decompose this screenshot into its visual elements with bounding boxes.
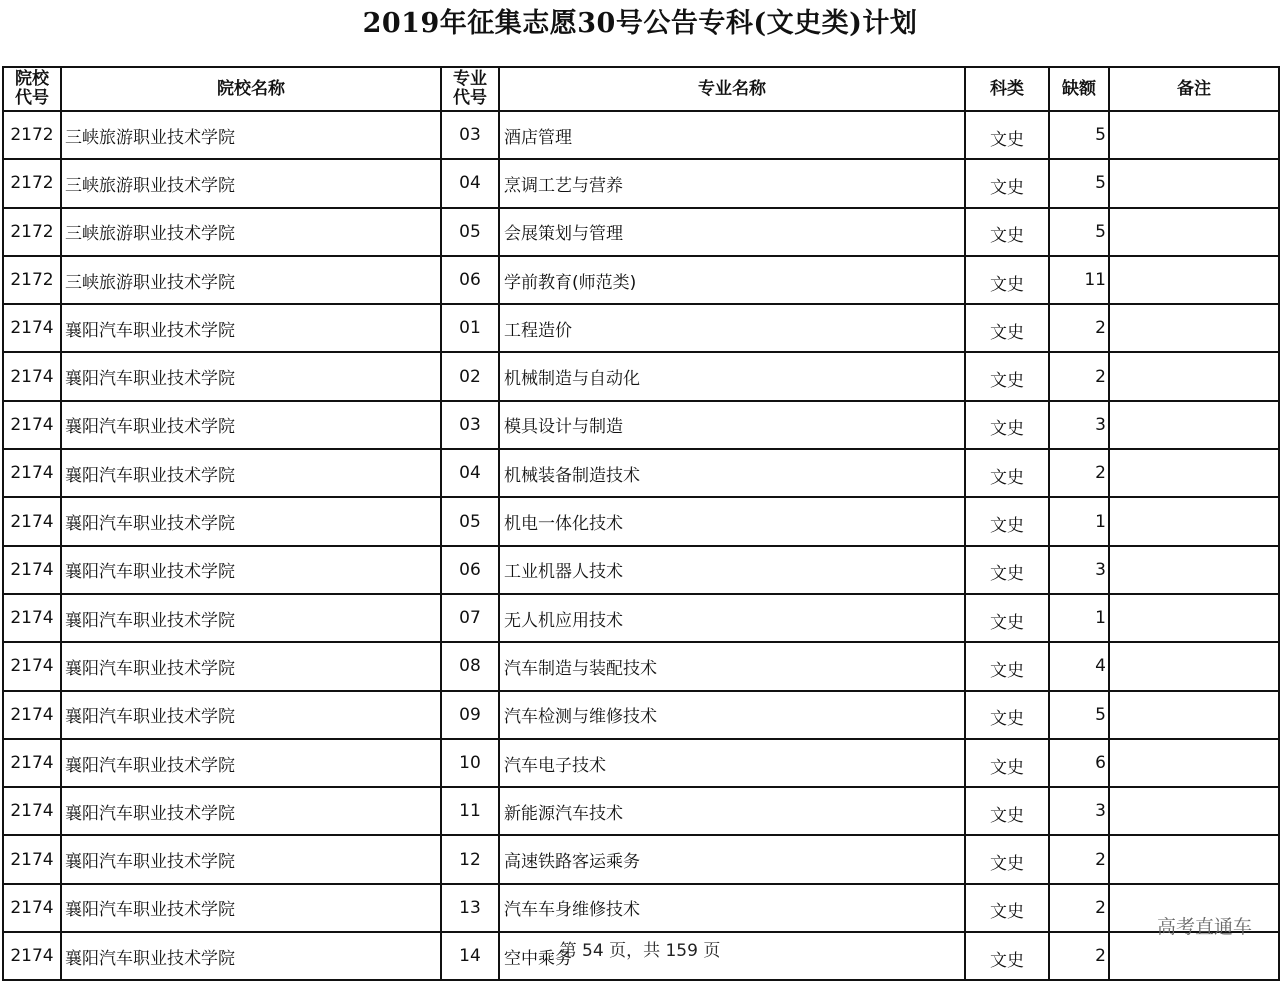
cell-major-name: 机电一体化技术 [499, 497, 965, 545]
cell-major-code: 05 [441, 208, 499, 256]
table-row [3, 546, 1279, 594]
cell-remark [1109, 594, 1279, 642]
cell-remark [1109, 787, 1279, 835]
cell-major-name: 学前教育(师范类) [499, 256, 965, 304]
cell-category: 文史 [965, 642, 1049, 690]
cell-remark [1109, 111, 1279, 159]
header-category: 科类 [965, 67, 1049, 111]
cell-category: 文史 [965, 739, 1049, 787]
table-row [3, 739, 1279, 787]
cell-school-name: 三峡旅游职业技术学院 [61, 208, 441, 256]
header-remark: 备注 [1109, 67, 1279, 111]
cell-vacancy: 3 [1049, 401, 1109, 449]
cell-school-code: 2172 [3, 159, 61, 207]
cell-remark [1109, 159, 1279, 207]
cell-major-code: 03 [441, 401, 499, 449]
cell-vacancy: 2 [1049, 352, 1109, 400]
cell-major-name: 机械制造与自动化 [499, 352, 965, 400]
cell-school-name: 襄阳汽车职业技术学院 [61, 546, 441, 594]
cell-remark [1109, 835, 1279, 883]
header-vacancy: 缺额 [1049, 67, 1109, 111]
cell-school-name: 襄阳汽车职业技术学院 [61, 449, 441, 497]
cell-school-code: 2172 [3, 256, 61, 304]
cell-vacancy: 2 [1049, 835, 1109, 883]
cell-remark [1109, 739, 1279, 787]
cell-major-code: 09 [441, 691, 499, 739]
cell-major-name: 汽车电子技术 [499, 739, 965, 787]
header-school-name: 院校名称 [61, 67, 441, 111]
cell-vacancy: 6 [1049, 739, 1109, 787]
cell-major-code: 06 [441, 256, 499, 304]
cell-remark [1109, 401, 1279, 449]
cell-school-code: 2174 [3, 835, 61, 883]
cell-major-name: 工业机器人技术 [499, 546, 965, 594]
table-row [3, 594, 1279, 642]
cell-school-code: 2174 [3, 932, 61, 980]
cell-major-name: 机械装备制造技术 [499, 449, 965, 497]
cell-remark [1109, 449, 1279, 497]
cell-category: 文史 [965, 932, 1049, 980]
table-row [3, 691, 1279, 739]
cell-category: 文史 [965, 111, 1049, 159]
cell-school-code: 2174 [3, 546, 61, 594]
cell-category: 文史 [965, 304, 1049, 352]
table-row [3, 835, 1279, 883]
cell-major-name: 酒店管理 [499, 111, 965, 159]
cell-remark [1109, 691, 1279, 739]
cell-major-name: 汽车车身维修技术 [499, 884, 965, 932]
cell-major-code: 01 [441, 304, 499, 352]
cell-school-name: 襄阳汽车职业技术学院 [61, 401, 441, 449]
cell-remark [1109, 546, 1279, 594]
cell-school-name: 襄阳汽车职业技术学院 [61, 884, 441, 932]
table-body [3, 111, 1279, 980]
cell-remark [1109, 208, 1279, 256]
cell-vacancy: 2 [1049, 449, 1109, 497]
cell-major-code: 02 [441, 352, 499, 400]
cell-school-code: 2174 [3, 497, 61, 545]
cell-school-name: 襄阳汽车职业技术学院 [61, 304, 441, 352]
cell-major-code: 12 [441, 835, 499, 883]
cell-school-code: 2174 [3, 884, 61, 932]
table-row [3, 497, 1279, 545]
cell-category: 文史 [965, 884, 1049, 932]
cell-school-name: 襄阳汽车职业技术学院 [61, 352, 441, 400]
cell-major-code: 04 [441, 449, 499, 497]
cell-major-code: 11 [441, 787, 499, 835]
cell-school-code: 2172 [3, 208, 61, 256]
cell-category: 文史 [965, 401, 1049, 449]
cell-major-name: 工程造价 [499, 304, 965, 352]
cell-school-name: 三峡旅游职业技术学院 [61, 159, 441, 207]
cell-remark [1109, 497, 1279, 545]
cell-school-code: 2174 [3, 449, 61, 497]
cell-school-code: 2174 [3, 739, 61, 787]
header-major-code: 专业 代号 [441, 67, 499, 111]
table-row [3, 208, 1279, 256]
cell-major-name: 无人机应用技术 [499, 594, 965, 642]
table-row [3, 304, 1279, 352]
cell-vacancy: 2 [1049, 932, 1109, 980]
cell-school-code: 2174 [3, 642, 61, 690]
cell-major-code: 08 [441, 642, 499, 690]
cell-vacancy: 4 [1049, 642, 1109, 690]
cell-school-name: 襄阳汽车职业技术学院 [61, 932, 441, 980]
cell-school-name: 襄阳汽车职业技术学院 [61, 691, 441, 739]
cell-major-name: 汽车检测与维修技术 [499, 691, 965, 739]
cell-vacancy: 3 [1049, 546, 1109, 594]
cell-school-code: 2174 [3, 401, 61, 449]
cell-vacancy: 5 [1049, 691, 1109, 739]
cell-category: 文史 [965, 497, 1049, 545]
cell-school-name: 襄阳汽车职业技术学院 [61, 739, 441, 787]
cell-vacancy: 5 [1049, 159, 1109, 207]
header-major-name: 专业名称 [499, 67, 965, 111]
cell-school-code: 2174 [3, 594, 61, 642]
cell-vacancy: 11 [1049, 256, 1109, 304]
cell-school-name: 襄阳汽车职业技术学院 [61, 497, 441, 545]
cell-vacancy: 1 [1049, 497, 1109, 545]
cell-school-code: 2172 [3, 111, 61, 159]
cell-remark [1109, 642, 1279, 690]
cell-remark [1109, 352, 1279, 400]
cell-category: 文史 [965, 835, 1049, 883]
cell-vacancy: 5 [1049, 208, 1109, 256]
table-row [3, 884, 1279, 932]
page-number: 第 54 页，共 159 页 [559, 941, 721, 961]
cell-category: 文史 [965, 594, 1049, 642]
cell-category: 文史 [965, 787, 1049, 835]
cell-major-code: 10 [441, 739, 499, 787]
cell-school-code: 2174 [3, 352, 61, 400]
cell-school-name: 三峡旅游职业技术学院 [61, 111, 441, 159]
cell-major-code: 06 [441, 546, 499, 594]
cell-vacancy: 2 [1049, 304, 1109, 352]
cell-school-name: 三峡旅游职业技术学院 [61, 256, 441, 304]
cell-major-name: 新能源汽车技术 [499, 787, 965, 835]
cell-major-name: 会展策划与管理 [499, 208, 965, 256]
table-row [3, 111, 1279, 159]
cell-category: 文史 [965, 449, 1049, 497]
cell-category: 文史 [965, 352, 1049, 400]
cell-major-code: 14 [441, 932, 499, 980]
cell-major-name: 空中乘务 [499, 932, 965, 980]
cell-school-code: 2174 [3, 787, 61, 835]
cell-category: 文史 [965, 208, 1049, 256]
cell-major-code: 03 [441, 111, 499, 159]
table-header-row [3, 67, 1279, 111]
table-row [3, 352, 1279, 400]
cell-major-code: 07 [441, 594, 499, 642]
cell-vacancy: 1 [1049, 594, 1109, 642]
cell-major-name: 汽车制造与装配技术 [499, 642, 965, 690]
page-title: 2019年征集志愿30号公告专科(文史类)计划 [362, 8, 918, 39]
cell-school-code: 2174 [3, 691, 61, 739]
cell-school-code: 2174 [3, 304, 61, 352]
cell-school-name: 襄阳汽车职业技术学院 [61, 594, 441, 642]
cell-category: 文史 [965, 546, 1049, 594]
cell-category: 文史 [965, 256, 1049, 304]
header-school-code: 院校 代号 [3, 67, 61, 111]
plan-table [2, 66, 1280, 981]
table-row [3, 787, 1279, 835]
table-row [3, 449, 1279, 497]
cell-school-name: 襄阳汽车职业技术学院 [61, 787, 441, 835]
table-row [3, 642, 1279, 690]
cell-school-name: 襄阳汽车职业技术学院 [61, 642, 441, 690]
table-row [3, 159, 1279, 207]
cell-major-code: 05 [441, 497, 499, 545]
cell-vacancy: 5 [1049, 111, 1109, 159]
cell-major-code: 13 [441, 884, 499, 932]
cell-category: 文史 [965, 691, 1049, 739]
cell-category: 文史 [965, 159, 1049, 207]
cell-major-name: 烹调工艺与营养 [499, 159, 965, 207]
cell-school-name: 襄阳汽车职业技术学院 [61, 835, 441, 883]
cell-major-name: 高速铁路客运乘务 [499, 835, 965, 883]
cell-remark [1109, 304, 1279, 352]
cell-vacancy: 3 [1049, 787, 1109, 835]
cell-major-code: 04 [441, 159, 499, 207]
cell-remark [1109, 256, 1279, 304]
watermark-brand: 高考直通车 [1156, 916, 1252, 938]
table-row [3, 256, 1279, 304]
table-row [3, 401, 1279, 449]
cell-vacancy: 2 [1049, 884, 1109, 932]
cell-major-name: 模具设计与制造 [499, 401, 965, 449]
